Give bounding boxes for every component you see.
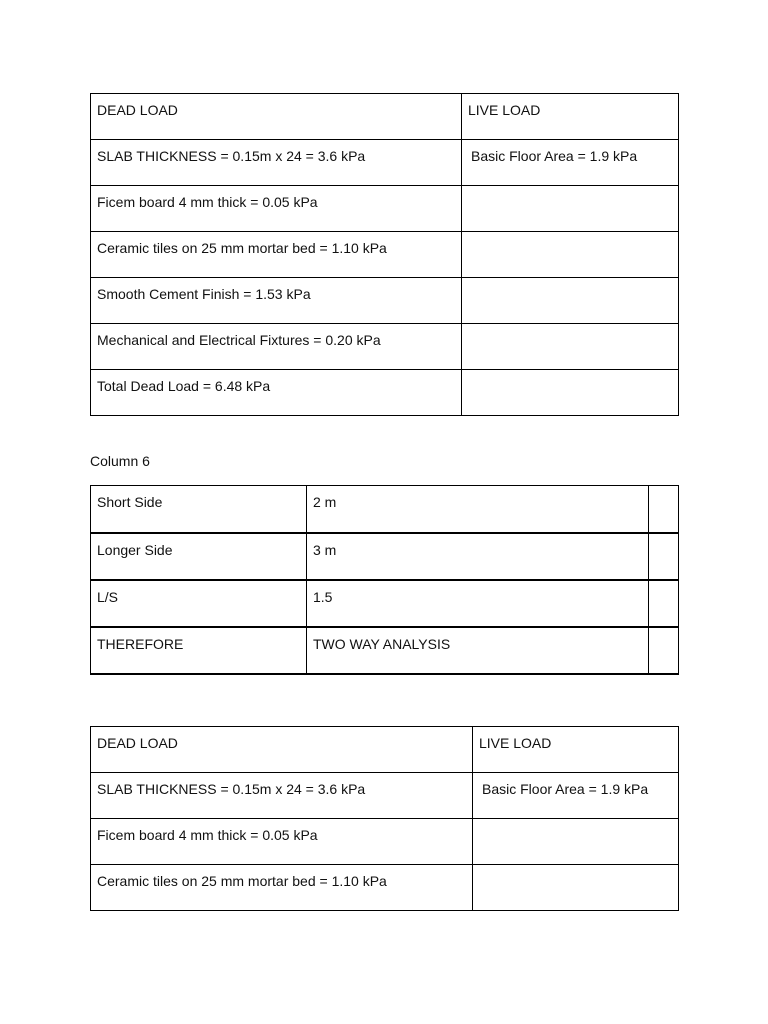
table-cell: Mechanical and Electrical Fixtures = 0.20 kPa: [91, 324, 462, 370]
table-cell: Basic Floor Area = 1.9 kPa: [473, 773, 679, 819]
section-caption: Column 6: [90, 453, 150, 469]
dead-live-load-table: [90, 93, 679, 416]
table-row: [91, 278, 679, 324]
table-cell: [473, 819, 679, 865]
table-row: [91, 533, 679, 580]
table-row: [91, 819, 679, 865]
table-cell: TWO WAY ANALYSIS: [307, 627, 649, 674]
table-cell: [473, 865, 679, 911]
table-row: [91, 232, 679, 278]
table-cell: Ceramic tiles on 25 mm mortar bed = 1.10 kPa: [91, 232, 462, 278]
live-load-header: LIVE LOAD: [473, 727, 679, 773]
table-cell: SLAB THICKNESS = 0.15m x 24 = 3.6 kPa: [91, 773, 473, 819]
table-cell: [462, 186, 679, 232]
table-cell: [462, 324, 679, 370]
table-row: [91, 865, 679, 911]
dead-load-header: DEAD LOAD: [91, 94, 462, 140]
table-cell: Total Dead Load = 6.48 kPa: [91, 370, 462, 416]
table-cell: [649, 533, 679, 580]
table-row: [91, 370, 679, 416]
table-cell: Ficem board 4 mm thick = 0.05 kPa: [91, 819, 473, 865]
dead-live-load-table-2: [90, 726, 679, 911]
table-row: [91, 324, 679, 370]
table-cell: Basic Floor Area = 1.9 kPa: [462, 140, 679, 186]
table-cell: 1.5: [307, 580, 649, 627]
table-row: [91, 627, 679, 674]
table-cell: [649, 627, 679, 674]
table-header-row: [91, 727, 679, 773]
table-row: [91, 140, 679, 186]
table-cell: Ficem board 4 mm thick = 0.05 kPa: [91, 186, 462, 232]
table-cell: [462, 370, 679, 416]
table-cell: 3 m: [307, 533, 649, 580]
table-cell: [649, 580, 679, 627]
table-cell: Smooth Cement Finish = 1.53 kPa: [91, 278, 462, 324]
dead-load-header: DEAD LOAD: [91, 727, 473, 773]
table-cell: THEREFORE: [91, 627, 307, 674]
table-cell: L/S: [91, 580, 307, 627]
table-row: [91, 186, 679, 232]
live-load-header: LIVE LOAD: [462, 94, 679, 140]
table-cell: [462, 232, 679, 278]
table-cell: [462, 278, 679, 324]
table-cell: SLAB THICKNESS = 0.15m x 24 = 3.6 kPa: [91, 140, 462, 186]
table-row: [91, 486, 679, 533]
table-cell: Longer Side: [91, 533, 307, 580]
table-header-row: [91, 94, 679, 140]
table-row: [91, 773, 679, 819]
table-cell: [649, 486, 679, 533]
table-cell: Short Side: [91, 486, 307, 533]
table-cell: 2 m: [307, 486, 649, 533]
column-dimensions-table: [90, 485, 679, 675]
table-cell: Ceramic tiles on 25 mm mortar bed = 1.10 kPa: [91, 865, 473, 911]
table-row: [91, 580, 679, 627]
